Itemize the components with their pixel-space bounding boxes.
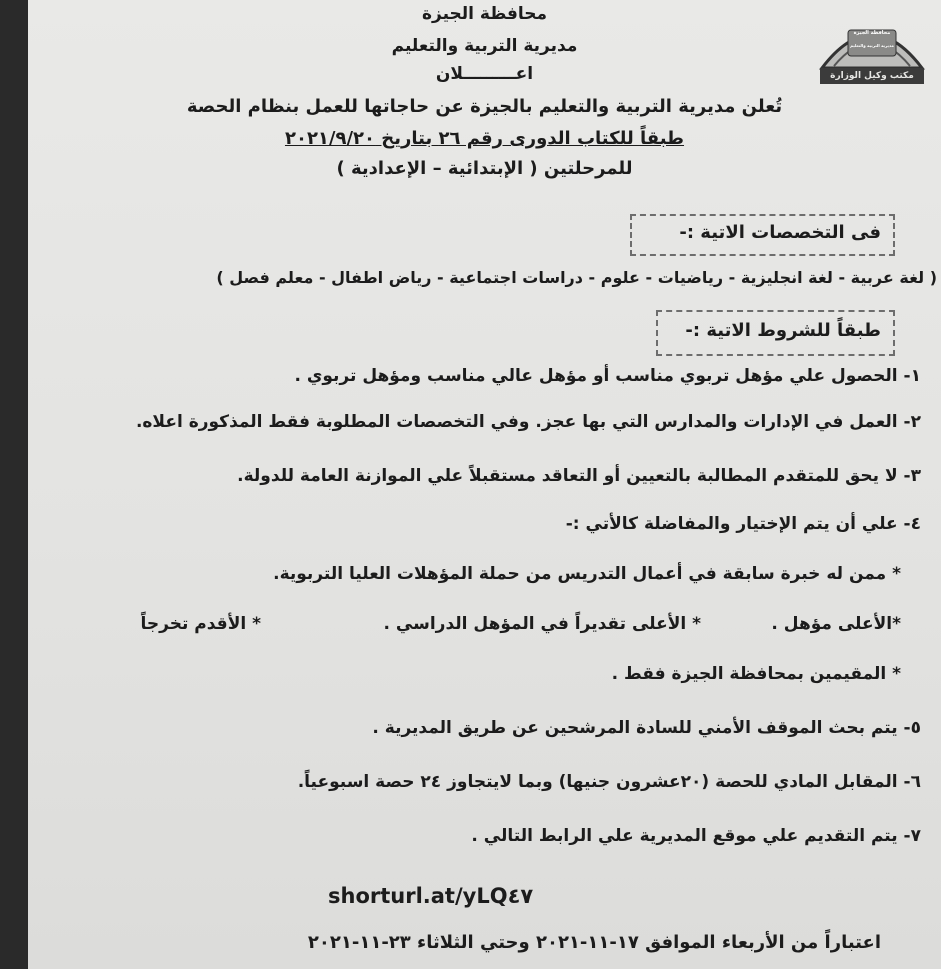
condition-item-1: ١- الحصول علي مؤهل تربوي مناسب أو مؤهل عالي مناسب ومؤهل تربوي . [294, 366, 921, 386]
specialties-heading: فى التخصصات الاتية :- [679, 222, 881, 243]
specialties-list: ( لغة عربية - لغة انجليزية - رياضيات - علوم - دراسات اجتماعية - رياض اطفال - معلم فصل ) [216, 268, 937, 287]
condition-item-4: ٤- علي أن يتم الإختيار والمفاضلة كالأتي :- [565, 514, 921, 534]
conditions-heading: طبقاً للشروط الاتية :- [685, 320, 881, 341]
announcement-document [28, 0, 941, 969]
selection-criterion-qualification: *الأعلى مؤهل . [771, 614, 901, 634]
announcement-title: اعـــــــــلان [435, 64, 534, 84]
condition-item-7: ٧- يتم التقديم علي موقع المديرية علي الرابط التالي . [471, 826, 921, 846]
logo-top-text: محافظة الجيزة [853, 30, 891, 36]
application-period: اعتباراً من الأربعاء الموافق ١٧-١١-٢٠٢١ وحتي الثلاثاء ٢٣-١١-٢٠٢١ [307, 932, 881, 953]
governorate-title: محافظة الجيزة [421, 4, 548, 24]
circular-reference: طبقاً للكتاب الدورى رقم ٢٦ بتاريخ ٢٠٢١/٩/٢٠ [284, 128, 685, 149]
condition-item-3: ٣- لا يحق للمتقدم المطالبة بالتعيين أو التعاقد مستقبلاً علي الموازنة العامة للدولة. [237, 466, 921, 486]
logo-bottom-text: مكتب وكيل الوزارة [830, 71, 914, 81]
stages-line: للمرحلتين ( الإبتدائية – الإعدادية ) [336, 158, 633, 179]
selection-criterion-residence: * المقيمين بمحافظة الجيزة فقط . [611, 664, 901, 684]
application-link[interactable]: shorturl.at/yLQ٤٧ [328, 884, 534, 908]
condition-item-5: ٥- يتم بحث الموقف الأمني للسادة المرشحين عن طريق المديرية . [372, 718, 921, 738]
selection-criterion-experience: * ممن له خبرة سابقة في أعمال التدريس من حملة المؤهلات العليا التربوية. [273, 564, 901, 584]
selection-criterion-grade: * الأعلى تقديراً في المؤهل الدراسي . [383, 614, 701, 634]
condition-item-2: ٢- العمل في الإدارات والمدارس التي بها عجز. وفي التخصصات المطلوبة فقط المذكورة اعلاه. [135, 412, 921, 432]
announcement-intro: تُعلن مديرية التربية والتعليم بالجيزة عن حاجاتها للعمل بنظام الحصة [186, 96, 783, 117]
condition-item-6: ٦- المقابل المادي للحصة (٢٠عشرون جنيها) وبما لايتجاوز ٢٤ حصة اسبوعياً. [297, 772, 921, 792]
logo-mid-text: مديرية التربية والتعليم [850, 43, 894, 48]
directorate-title: مديرية التربية والتعليم [391, 36, 578, 56]
selection-criterion-seniority: * الأقدم تخرجاً [140, 614, 261, 634]
